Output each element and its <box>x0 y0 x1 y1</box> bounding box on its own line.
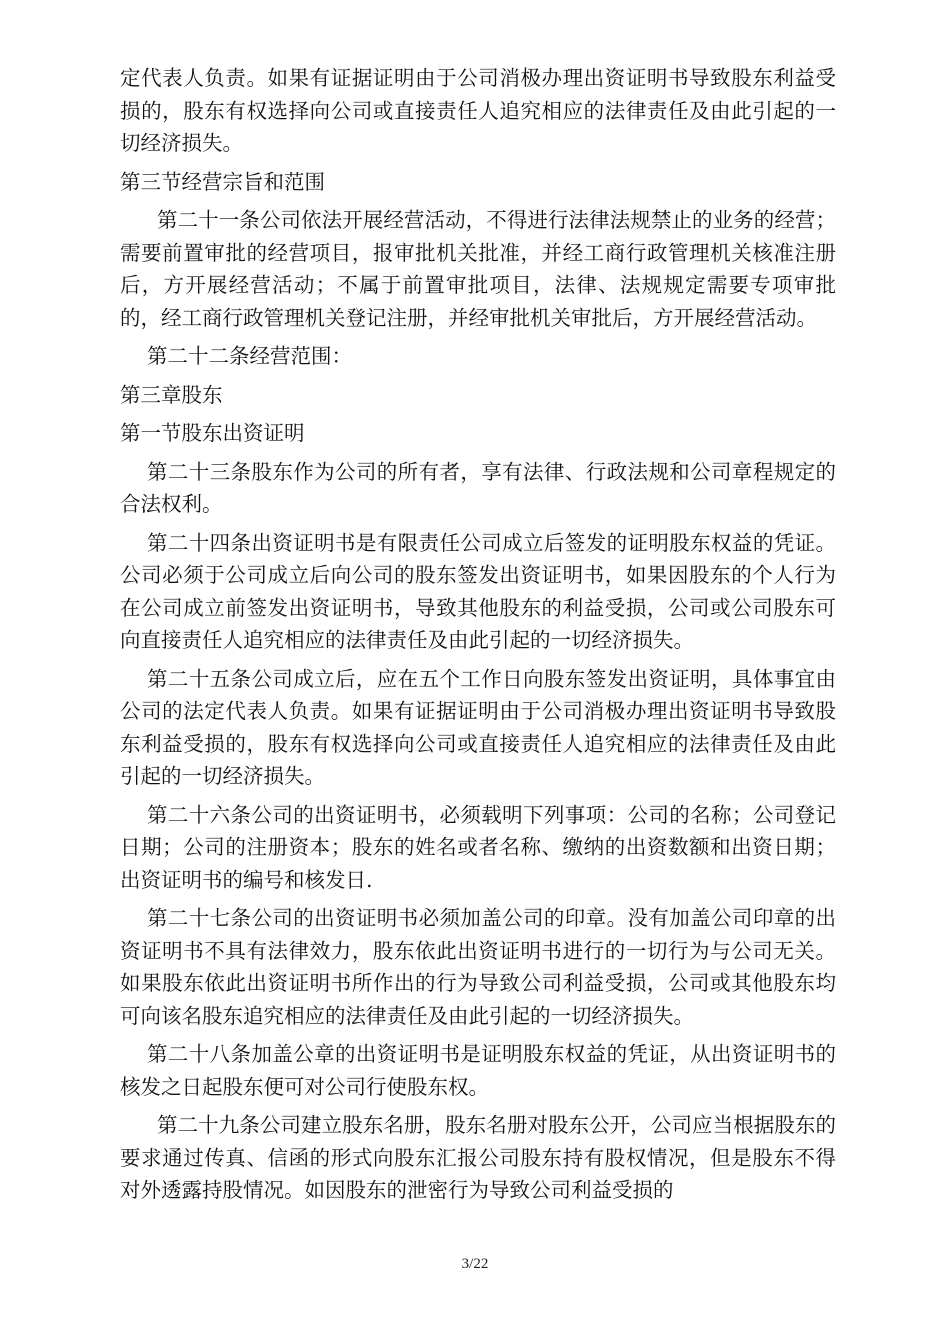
article-26: 第二十六条公司的出资证明书，必须载明下列事项：公司的名称；公司登记日期；公司的注册资本；股东的姓名或者名称、缴纳的出资数额和出资日期；出资证明书的编号和核发日. <box>120 802 836 892</box>
article-24: 第二十四条出资证明书是有限责任公司成立后签发的证明股东权益的凭证。公司必须于公司成立后向公司的股东签发出资证明书，如果因股东的个人行为在公司成立前签发出资证明书，导致其他股东的利益受损，公司或公司股东可向直接责任人追究相应的法律责任及由此引起的一切经济损失。 <box>120 530 836 652</box>
paragraph-continuation: 定代表人负责。如果有证据证明由于公司消极办理出资证明书导致股东利益受损的，股东有权选择向公司或直接责任人追究相应的法律责任及由此引起的一切经济损失。 <box>120 66 836 155</box>
section-heading-business-purpose: 第三节经营宗旨和范围 <box>120 169 325 194</box>
article-23: 第二十三条股东作为公司的所有者，享有法律、行政法规和公司章程规定的合法权利。 <box>120 459 836 516</box>
article-29: 第二十九条公司建立股东名册，股东名册对股东公开，公司应当根据股东的要求通过传真、信函的形式向股东汇报公司股东持有股权情况，但是股东不得对外透露持股情况。如因股东的泄密行为导致公司利益受损的 <box>120 1113 836 1202</box>
article-21: 第二十一条公司依法开展经营活动，不得进行法律法规禁止的业务的经营；需要前置审批的经营项目，报审批机关批准，并经工商行政管理机关核准注册后，方开展经营活动；不属于前置审批项目，法律、法规规定需要专项审批的，经工商行政管理机关登记注册，并经审批机关审批后，方开展经营活动。 <box>120 208 836 330</box>
page-number: 3/22 <box>461 1256 489 1272</box>
chapter-heading-shareholders: 第三章股东 <box>120 382 223 407</box>
article-28: 第二十八条加盖公章的出资证明书是证明股东权益的凭证，从出资证明书的核发之日起股东便可对公司行使股东权。 <box>120 1042 836 1099</box>
article-22: 第二十二条经营范围： <box>147 344 352 368</box>
section-heading-capital-certificate: 第一节股东出资证明 <box>120 421 305 445</box>
article-27: 第二十七条公司的出资证明书必须加盖公司的印章。没有加盖公司印章的出资证明书不具有法律效力，股东依此出资证明书进行的一切行为与公司无关。如果股东依此出资证明书所作出的行为导致公司利益受损，公司或其他股东均可向该名股东追究相应的法律责任及由此引起的一切经济损失。 <box>120 906 836 1028</box>
article-25: 第二十五条公司成立后，应在五个工作日向股东签发出资证明，具体事宜由公司的法定代表人负责。如果有证据证明由于公司消极办理出资证明书导致股东利益受损的，股东有权选择向公司或直接责任人追究相应的法律责任及由此引起的一切经济损失。 <box>120 666 836 788</box>
document-body <box>120 62 836 1213</box>
